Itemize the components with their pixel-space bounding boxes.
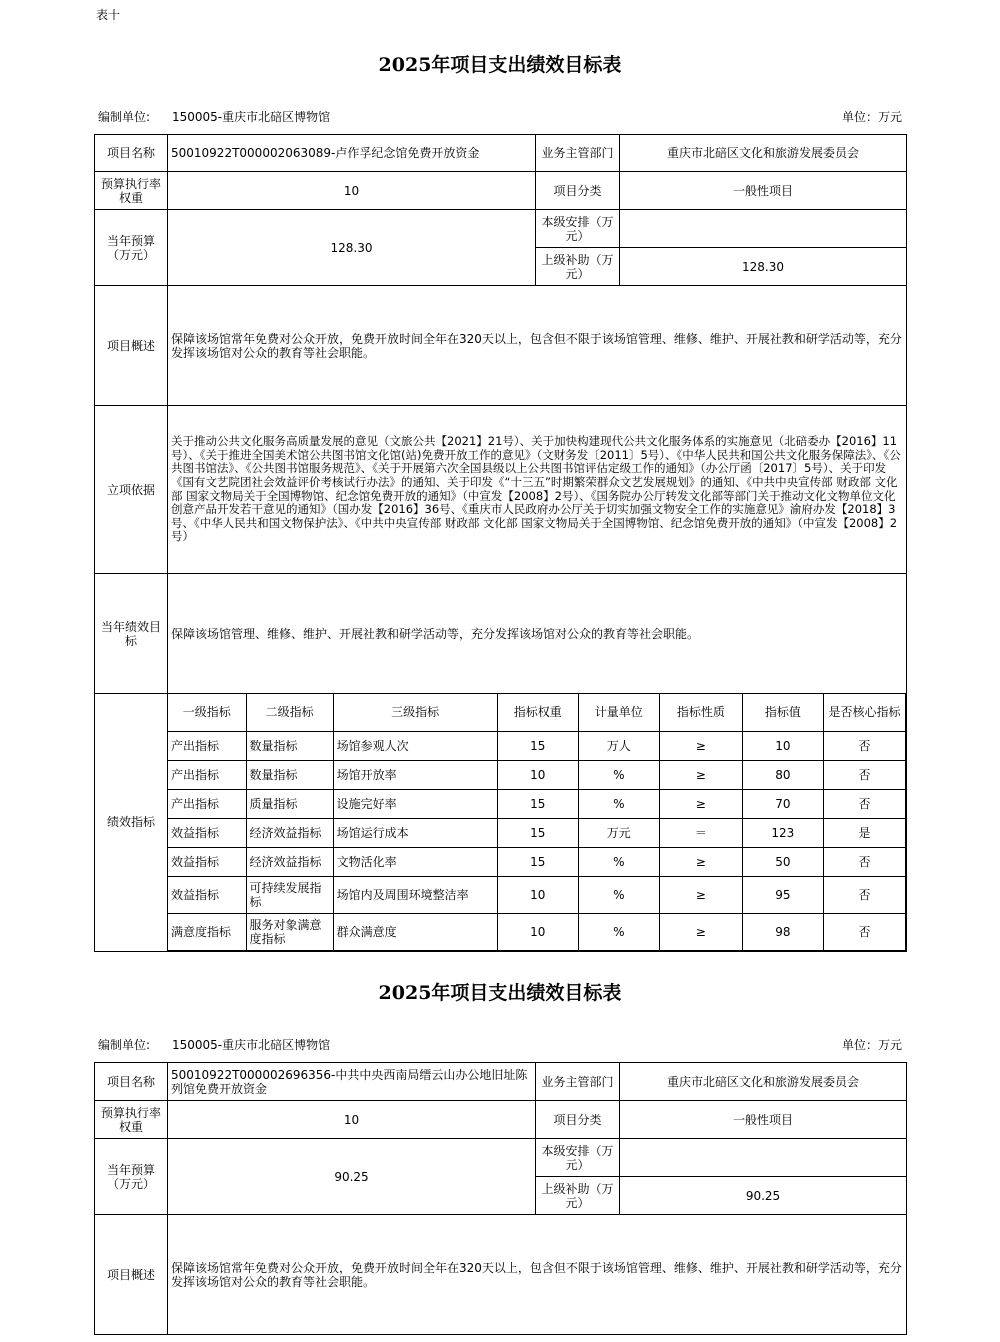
indicator-cell: 123 [742,818,823,847]
weight-label: 预算执行率权重 [95,172,168,210]
indicator-cell: 场馆参观人次 [333,731,497,760]
indicator-cell: 产出指标 [168,760,246,789]
indicator-cell: 15 [497,731,578,760]
indicator-cell: 否 [823,731,905,760]
budget-label: 当年预算（万元） [95,210,168,286]
category-label: 项目分类 [536,172,620,210]
indicator-cell: 设施完好率 [333,789,497,818]
indicator-cell: 质量指标 [246,789,333,818]
indicator-cell: 效益指标 [168,847,246,876]
upper-value: 128.30 [620,248,907,286]
indicator-cell: 产出指标 [168,789,246,818]
indicator-row-item [168,760,906,789]
upper-label: 上级补助（万元） [536,248,620,286]
category-value: 一般性项目 [620,172,907,210]
project-name-value: 50010922T000002063089-卢作孚纪念馆免费开放资金 [168,135,536,172]
indicator-label: 绩效指标 [95,694,168,952]
indicator-row [95,694,907,952]
indicator-header-row [168,694,906,731]
currency-unit: 单位：万元 [841,110,902,124]
indicator-cell: ≥ [659,789,742,818]
indicator-cell: 否 [823,847,905,876]
indicator-cell: 满意度指标 [168,913,246,950]
indicator-cell: 场馆运行成本 [333,818,497,847]
indicator-cell: 文物活化率 [333,847,497,876]
indicator-cell: % [578,760,659,789]
budget-label-2: 当年预算（万元） [95,1139,168,1215]
upper-label-2: 上级补助（万元） [536,1177,620,1215]
indicator-row-item [168,847,906,876]
indicator-header-cell: 是否核心指标 [823,694,905,731]
indicator-cell: ≥ [659,913,742,950]
compile-unit-label-2: 编制单位: [98,1038,151,1052]
overview-text-2: 保障该场馆常年免费对公众开放，免费开放时间全年在320天以上，包含但不限于该场馆管理、维修、维护、开展社教和研学活动等，充分发挥该场馆对公众的教育等社会职能。 [168,1215,907,1335]
indicator-cell: 服务对象满意度指标 [246,913,333,950]
budget-row-2 [95,1139,907,1177]
indicator-cell: 98 [742,913,823,950]
indicator-cell: 80 [742,760,823,789]
compile-unit-value: 150005-重庆市北碚区博物馆 [172,110,331,124]
page-title: 2025年项目支出绩效目标表 [378,54,622,76]
category-value-2: 一般性项目 [620,1101,907,1139]
indicator-cell: ≥ [659,731,742,760]
dept-value: 重庆市北碚区文化和旅游发展委员会 [620,135,907,172]
compile-unit-label: 编制单位: [98,110,151,124]
indicator-cell: % [578,847,659,876]
indicator-cell: 10 [497,913,578,950]
performance-table [94,134,907,952]
goal-text: 保障该场馆管理、维修、维护、开展社教和研学活动等，充分发挥该场馆对公众的教育等社会职能。 [168,574,907,694]
indicator-cell: % [578,913,659,950]
local-value [620,210,907,248]
goal-label: 当年绩效目标 [95,574,168,694]
basis-label: 立项依据 [95,406,168,574]
indicator-cell: 是 [823,818,905,847]
compile-unit-value-2: 150005-重庆市北碚区博物馆 [172,1038,331,1052]
local-label-2: 本级安排（万元） [536,1139,620,1177]
indicator-row-item [168,876,906,913]
dept-label: 业务主管部门 [536,135,620,172]
project-name-label-2: 项目名称 [95,1063,168,1101]
overview-label-2: 项目概述 [95,1215,168,1335]
budget-row [95,210,907,248]
category-label-2: 项目分类 [536,1101,620,1139]
weight-value: 10 [168,172,536,210]
indicator-header-cell: 计量单位 [578,694,659,731]
upper-value-2: 90.25 [620,1177,907,1215]
indicator-cell: ≥ [659,760,742,789]
weight-label-2: 预算执行率权重 [95,1101,168,1139]
indicator-cell: 群众满意度 [333,913,497,950]
project-name-row-2 [95,1063,907,1101]
dept-value-2: 重庆市北碚区文化和旅游发展委员会 [620,1063,907,1101]
indicator-header-cell: 指标性质 [659,694,742,731]
indicator-cell: 万元 [578,818,659,847]
local-label: 本级安排（万元） [536,210,620,248]
indicator-header-cell: 一级指标 [168,694,246,731]
basis-text: 关于推动公共文化服务高质量发展的意见（文旅公共【2021】21号）、关于加快构建现代公共文化服务体系的实施意见（北碚委办【2016】11号）、《关于推进全国美术馆公共图书馆文化馆(站)免费开放工作的意见》（文财务发〔2011〕5号）、《中华人民共和国公共文化服务保障法》、《公共图书馆法》、《公共图书馆服务规范》、《关于开展第六次全国县级以上公共图书馆评估定级工作的通知》（办公厅函〔2017〕5号）、关于印发《国有文艺院团社会效益评价考核试行办法》的通知、关于印发《“十三五”时期繁荣群众文艺发展规划》的通知、《中共中央宣传部 财政部 文化部 国家文物局关于全国博物馆、纪念馆免费开放的通知》（中宣发【2008】2号）、《国务院办公厅转发文化部等部门关于推动文化文物单位文化创意产品开发若干意见的通知》（国办发【2016】36号、《重庆市人民政府办公厅关于切实加强文物安全工作的实施意见》渝府办发【2018】3号、《中华人民共和国文物保护法》、《中共中央宣传部 财政部 文化部 国家文物局关于全国博物馆、纪念馆免费开放的通知》（中宣发【2008】2号） [168,406,907,574]
doc-label: 表十 [96,8,121,22]
currency-unit-2: 单位：万元 [841,1038,902,1052]
indicator-cell: 10 [497,876,578,913]
indicator-cell: 15 [497,789,578,818]
indicator-cell: 10 [497,760,578,789]
indicator-cell: 万人 [578,731,659,760]
indicator-cell: ＝ [659,818,742,847]
indicator-cell: ≥ [659,847,742,876]
project-name-row [95,135,907,172]
overview-row-2 [95,1215,907,1335]
indicator-cell: 经济效益指标 [246,847,333,876]
indicator-cell: % [578,876,659,913]
overview-text: 保障该场馆常年免费对公众开放，免费开放时间全年在320天以上，包含但不限于该场馆管理、维修、维护、开展社教和研学活动等，充分发挥该场馆对公众的教育等社会职能。 [168,286,907,406]
indicator-table [168,694,906,951]
overview-label: 项目概述 [95,286,168,406]
indicator-cell: 产出指标 [168,731,246,760]
indicator-cell: 否 [823,913,905,950]
indicator-cell: 可持续发展指标 [246,876,333,913]
indicator-cell: 数量指标 [246,760,333,789]
weight-value-2: 10 [168,1101,536,1139]
performance-table-2 [94,1062,907,1335]
project-name-value-2: 50010922T000002696356-中共中央西南局缙云山办公地旧址陈列馆免费开放资金 [168,1063,536,1101]
indicator-header-cell: 二级指标 [246,694,333,731]
weight-row-2 [95,1101,907,1139]
budget-value: 128.30 [168,210,536,286]
indicator-header-cell: 指标值 [742,694,823,731]
indicator-header-cell: 指标权重 [497,694,578,731]
indicator-cell: 场馆开放率 [333,760,497,789]
weight-row [95,172,907,210]
indicator-row-item [168,818,906,847]
indicator-cell: 10 [742,731,823,760]
indicator-cell: 70 [742,789,823,818]
page-title-2: 2025年项目支出绩效目标表 [378,982,622,1004]
goal-row [95,574,907,694]
indicator-row-item [168,731,906,760]
basis-row [95,406,907,574]
indicator-cell: 50 [742,847,823,876]
indicator-cell: 否 [823,789,905,818]
indicator-cell: % [578,789,659,818]
indicator-cell: 95 [742,876,823,913]
indicator-cell: 场馆内及周围环境整洁率 [333,876,497,913]
indicator-cell: 效益指标 [168,818,246,847]
local-value-2 [620,1139,907,1177]
indicator-cell: 15 [497,818,578,847]
indicator-cell: 否 [823,876,905,913]
indicator-cell: 数量指标 [246,731,333,760]
indicator-cell: 效益指标 [168,876,246,913]
indicator-cell: ≥ [659,876,742,913]
budget-value-2: 90.25 [168,1139,536,1215]
indicator-cell: 15 [497,847,578,876]
overview-row [95,286,907,406]
indicator-row-item [168,913,906,950]
indicator-row-item [168,789,906,818]
indicator-cell: 经济效益指标 [246,818,333,847]
indicator-cell [168,694,907,952]
dept-label-2: 业务主管部门 [536,1063,620,1101]
indicator-cell: 否 [823,760,905,789]
indicator-header-cell: 三级指标 [333,694,497,731]
project-name-label: 项目名称 [95,135,168,172]
